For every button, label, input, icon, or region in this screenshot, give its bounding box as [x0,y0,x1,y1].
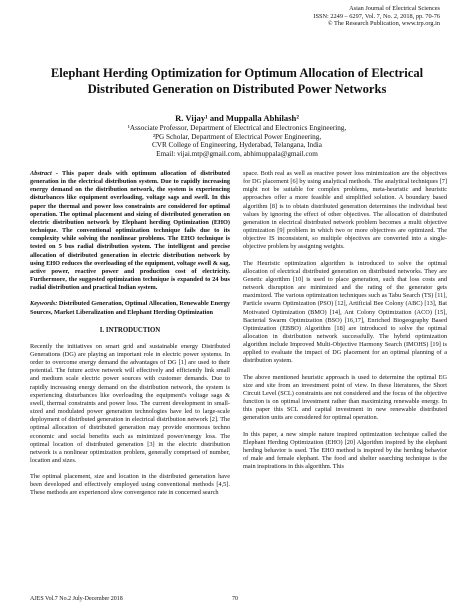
paper-title [30,66,444,97]
journal-name: Asian Journal of Electrical Sciences [349,5,440,12]
right-paragraph-3: The above mentioned heuristic approach is used to determine the optimal EG size and site from an investment point of view. In these literatures, the Short Circuit Level (SCL) constraints are not considered and the focus of the objective function is on optimal investment rather than maximizing renewable energy. In this paper this SCL and capital investment in new renewable distributed generation units are considered for optimal operation. [243,373,447,422]
title-line-2: Distributed Generation on Distributed Power Networks [87,81,387,96]
keywords-text: Distributed Generation, Optimal Allocation, Renewable Energy Sources, Market Liberalization and Elephant Herding Optimization [30,300,230,316]
issn-line: ISSN: 2249 – 6297, Vol. 7, No. 2, 2018, pp. 70-76 [313,12,440,20]
intro-paragraph-1: Recently the initiatives on smart grid and sustainable energy Distributed Generations (DG) are playing an important role in electric power systems. In order to overcome energy demand the advantages of DG [1] are used to their potential. The future active network will effectively and efficiently link small and medium scale electric power sources with customer demands. Due to rapidly increasing energy demand on the distribution network, the system is experiencing disturbances like overloading the equipment's voltage sags & swell, thermal constraints and power loss. The current development in small-sized and modulated power generation technologies have led to large-scale deployment of distributed generation in electrical distribution network [2]. The optimal allocation of distributed generation may provide enormous techno economic and social benefits such as minimized power/energy loss. The optimal location of distributed generation [3] in the electric distribution network is a nonlinear optimization problem, generally comprised of number, location and sizes. [30,342,230,464]
page-number: 70 [232,596,238,602]
left-column [30,170,230,506]
affiliation-1: ¹Associate Professor, Department of Electrical and Electronics Engineering, [127,124,347,132]
publisher-line: © The Research Publication, www.trp.org.in [327,20,440,27]
intro-paragraph-2: The optimal placement, size and location in the distributed generation have been developed and effectively employed using conventional methods [4,5]. These methods are experienced slow convergence rate in concerned search [30,473,230,497]
abstract-text: This paper deals with optimum allocation of distributed generation in the electrical distribution system. Due to rapidly increasing energy demand on the distribution network, the system is experiencing disturbances like equipment overloading, voltage sags and swell. In this paper the thermal and power loss constraints are considered for optimal operation. The optimal placement and sizing of distributed generation on electric distribution network by Elephant herding Optimization (EHO) technique. The conventional optimization technique fails due to its complexity while solving the nonlinear problems. The EHO technique is tested on 5 bus radial distribution system. The intelligent and precise allocation of distributed generation in electric distribution network by using EHO reduces the overloading of the equipment, voltage swell & sag, active power, reactive power and production cost of electricity. Furthermore, the suggested optimization technique is expanded to 24 bus radial distribution and practical Indian system. [30,170,230,292]
affiliations [30,124,444,158]
abstract-label: Abstract - [30,170,58,177]
authors: R. Vijay¹ and Muppalla Abhilash² [175,113,299,123]
right-paragraph-1: space. Both real as well as reactive power loss minimization are the objectives for DG placement [6] by using analytical methods. The analytical techniques [7] might not be suitable for complex problems, meta-heuristic and heuristic approaches offer a more feasible and simplified solution. A boundary based algorithm [8] is to obtain distributed generation determines the individual best values by ignoring the effect of other objectives. The allocation of distributed generation in electrical distributed network problem becomes a multi objective optimization [9] problem in which two or more objectives are optimized. The objective IS inconsistent, so multiple objectives are converted into a single-objective problem by assigning weights. [243,170,447,251]
section-heading-introduction: I. INTRODUCTION [99,326,161,334]
affiliation-3: CVR College of Engineering, Hyderabad, Telangana, India [151,141,322,150]
keywords [30,300,230,316]
journal-header [313,5,440,28]
footer-journal: AJES Vol.7 No.2 July-December 2018 [30,596,123,602]
right-paragraph-2: The Heuristic optimization algorithm is introduced to solve the optimal allocation of electrical distributed generation on distributed networks. They are Genetic algorithm [10] is used to place generation, such that loss costs and network disruption are minimized and the rating of the generator gets maximized. The various optimization techniques such as Tabu Search (TS) [11], Particle swarm Optimization (PSO) [12], Artificial Bee Colony (ABC) [13], Bat Motivated Optimization (BMO) [14], Ant Colony Optimization (ACO) [15], Bacterial Swarm Optimization (BSO) [16,17], Enriched Biogeography Based Optimization (EBBO) Algorithm [18] are introduced to solve the optimal allocation in distribution network successfully. The hybrid optimization algorithm include Improved Multi-Objective Harmony Search (IMOHS) [19] is applied to evaluate the impact of DG placement for an optimal planning of a distribution system. [243,259,447,365]
email-line: Email: vijai.mtp@gmail.com, abhimuppala@gmail.com [156,149,318,158]
right-paragraph-4: In this paper, a new simple nature inspired optimization technique called the Elephant Herding Optimization (EHO) [20] Algorithm inspired by the elephant herding behavior is used. The EHO method is inspired by the herding behavior of male and female elephant. The food and shelter searching technique is the main inspirations in this algorithm. This [243,430,447,471]
abstract [30,170,230,292]
title-line-1: Elephant Herding Optimization for Optimum Allocation of Electrical [50,66,424,80]
right-column [243,170,447,479]
keywords-label: Keywords: [30,300,58,308]
affiliation-2: ²PG Scholar, Department of Electrical Power Engineering, [152,132,322,141]
